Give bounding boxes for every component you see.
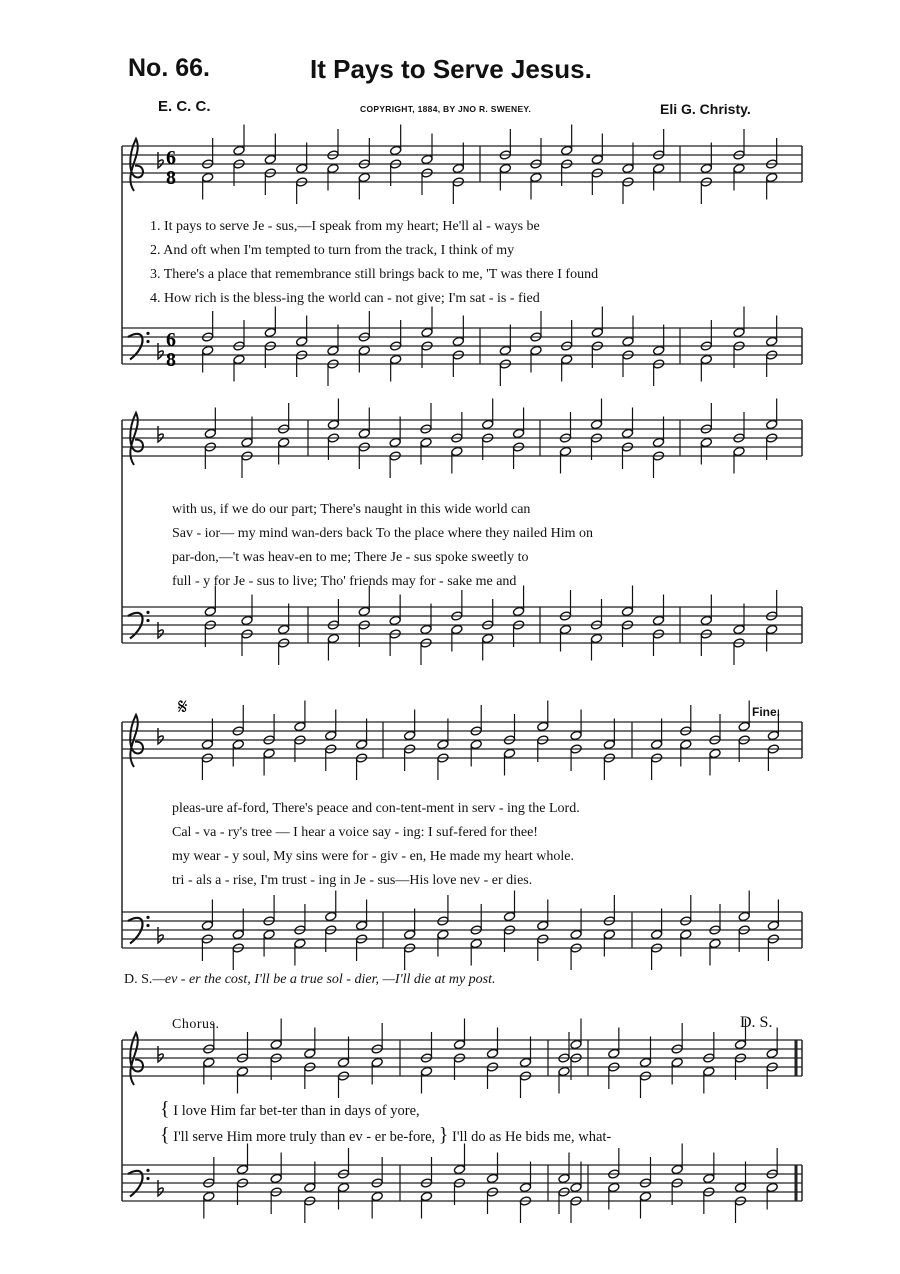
note-head — [766, 1048, 778, 1058]
note-head — [512, 606, 524, 616]
verse-line: 4. How rich is the bless-ing the world can - not give; I'm sat - is - fied — [150, 291, 540, 306]
note-head — [734, 1182, 746, 1192]
note-head — [337, 1057, 349, 1067]
note-head — [236, 1164, 248, 1174]
note-head — [452, 163, 464, 173]
note-head — [738, 911, 750, 921]
note-head — [241, 615, 253, 625]
note-head — [766, 336, 778, 346]
note-head — [389, 437, 401, 447]
lyricist-name: Eli G. Christy. — [660, 101, 751, 117]
verse-line: par-don,—'t was heav-en to me; There Je - sus spoke sweetly to — [172, 550, 529, 565]
note-head — [570, 730, 582, 740]
note-head — [203, 1191, 215, 1201]
note-head — [404, 929, 416, 939]
note-head — [652, 437, 664, 447]
note-head — [738, 721, 750, 731]
note-head — [453, 1039, 465, 1049]
note-head — [570, 929, 582, 939]
note-head — [327, 419, 339, 429]
note-head — [650, 739, 662, 749]
note-head — [591, 327, 603, 337]
bass-clef — [128, 613, 143, 639]
treble-clef — [130, 139, 143, 191]
note-head — [537, 721, 549, 731]
note-head — [700, 615, 712, 625]
note-head — [233, 354, 245, 364]
note-head — [653, 163, 665, 173]
note-head — [327, 345, 339, 355]
note-head — [530, 172, 542, 182]
time-signature: 8 — [166, 349, 176, 371]
note-head — [233, 145, 245, 155]
note-head — [639, 1191, 651, 1201]
bass-clef-dot — [146, 1177, 149, 1180]
bass-clef-dot — [146, 916, 149, 919]
verse-line: Cal - va - ry's tree — I hear a voice say - ing: I suf-fered for thee! — [172, 825, 538, 840]
note-head — [512, 428, 524, 438]
hymn-title: It Pays to Serve Jesus. — [310, 54, 592, 84]
note-head — [703, 1066, 715, 1076]
verse-line: pleas-ure af-ford, There's peace and con-tent-ment in serv - ing the Lord. — [172, 801, 580, 816]
note-head — [325, 730, 337, 740]
bass-clef — [128, 1171, 143, 1197]
note-head — [236, 1066, 248, 1076]
note-head — [590, 419, 602, 429]
note-head — [264, 327, 276, 337]
note-head — [570, 1182, 582, 1192]
note-head — [733, 446, 745, 456]
note-head — [766, 1182, 778, 1192]
bass-clef-dot — [146, 332, 149, 335]
note-head — [263, 748, 275, 758]
note-head — [766, 172, 778, 182]
note-head — [201, 739, 213, 749]
verse-line: 2. And oft when I'm tempted to turn from the track, I think of my — [150, 243, 515, 258]
note-head — [499, 163, 511, 173]
note-head — [650, 929, 662, 939]
note-head — [559, 446, 571, 456]
bass-clef-dot — [146, 619, 149, 622]
note-head — [294, 721, 306, 731]
note-head — [519, 1057, 531, 1067]
note-head — [703, 1173, 715, 1183]
note-head — [203, 1057, 215, 1067]
note-head — [304, 1182, 316, 1192]
note-head — [503, 911, 515, 921]
note-head — [358, 428, 370, 438]
note-head — [453, 1164, 465, 1174]
bass-clef-dot — [146, 924, 149, 927]
note-head — [470, 739, 482, 749]
verse-line: Sav - ior— my mind wan-ders back To the place where they nailed Him on — [172, 526, 593, 541]
treble-clef — [130, 413, 143, 465]
note-head — [591, 154, 603, 164]
chorus-label: Chorus. — [172, 1017, 220, 1032]
note-head — [452, 336, 464, 346]
note-head — [437, 929, 449, 939]
note-head — [486, 1173, 498, 1183]
bass-clef-dot — [146, 611, 149, 614]
note-head — [482, 419, 494, 429]
note-head — [733, 327, 745, 337]
treble-clef — [130, 1033, 143, 1085]
note-head — [559, 624, 571, 634]
note-head — [204, 606, 216, 616]
note-head — [327, 633, 339, 643]
note-head — [700, 437, 712, 447]
note-head — [653, 345, 665, 355]
treble-clef — [130, 715, 143, 767]
bass-clef-dot — [146, 340, 149, 343]
note-head — [733, 624, 745, 634]
note-head — [537, 920, 549, 930]
chorus-ds-marker: D. S. — [740, 1014, 773, 1031]
note-head — [421, 327, 433, 337]
note-head — [767, 920, 779, 930]
note-head — [421, 154, 433, 164]
system-3-lyrics — [172, 797, 822, 893]
note-head — [700, 354, 712, 364]
note-head — [404, 730, 416, 740]
note-head — [680, 929, 692, 939]
fine-marker: Fine. — [752, 705, 781, 719]
note-head — [621, 606, 633, 616]
verse-line: tri - als a - rise, I'm trust - ing in Je - sus—His love nev - er dies. — [172, 873, 533, 888]
note-head — [519, 1182, 531, 1192]
note-head — [420, 437, 432, 447]
time-signature: 6 — [166, 147, 176, 169]
note-head — [652, 615, 664, 625]
note-head — [486, 1048, 498, 1058]
bass-clef-dot — [146, 1169, 149, 1172]
note-head — [558, 1066, 570, 1076]
note-head — [482, 633, 494, 643]
note-head — [264, 154, 276, 164]
note-head — [671, 1164, 683, 1174]
note-head — [503, 748, 515, 758]
note-head — [767, 730, 779, 740]
note-head — [733, 163, 745, 173]
note-head — [355, 920, 367, 930]
note-head — [766, 624, 778, 634]
note-head — [325, 911, 337, 921]
note-head — [390, 354, 402, 364]
note-head — [437, 739, 449, 749]
copyright-notice: COPYRIGHT, 1884, BY JNO R. SWENEY. — [360, 104, 532, 114]
note-head — [358, 172, 370, 182]
bass-clef — [128, 918, 143, 944]
note-head — [355, 739, 367, 749]
note-head — [294, 938, 306, 948]
chorus-line-1: { I love Him far bet-ter than in days of yore, — [160, 1098, 420, 1120]
note-head — [622, 336, 634, 346]
note-head — [270, 1173, 282, 1183]
note-head — [420, 624, 432, 634]
note-head — [470, 938, 482, 948]
note-head — [621, 428, 633, 438]
note-head — [671, 1057, 683, 1067]
note-head — [766, 419, 778, 429]
verse-line: my wear - y soul, My sins were for - giv - en, He made my heart whole. — [172, 849, 575, 864]
note-head — [201, 920, 213, 930]
note-head — [561, 354, 573, 364]
ds-text: —ev - er the cost, I'll be a true sol - dier, —I'll die at my post. — [152, 972, 496, 987]
note-head — [241, 437, 253, 447]
note-head — [232, 739, 244, 749]
composer-initials: E. C. C. — [158, 98, 211, 115]
note-head — [278, 437, 290, 447]
note-head — [304, 1048, 316, 1058]
note-head — [451, 624, 463, 634]
note-head — [530, 345, 542, 355]
note-head — [603, 929, 615, 939]
verse-line: with us, if we do our part; There's naught in this wide world can — [172, 502, 531, 517]
note-head — [337, 1182, 349, 1192]
note-head — [570, 1039, 582, 1049]
note-head — [278, 624, 290, 634]
note-head — [204, 428, 216, 438]
chorus-line-2: { I'll serve Him more truly than ev - er be-fore, } I'll do as He bids me, what- — [160, 1124, 612, 1146]
note-head — [734, 1039, 746, 1049]
system-2-lyrics — [172, 498, 822, 594]
verse-line: full - y for Je - sus to live; Tho' friends may for - sake me and — [172, 574, 517, 589]
verse-line: 3. There's a place that remembrance still brings back to me, 'T was there I found — [150, 267, 599, 282]
note-head — [232, 929, 244, 939]
segno-sign: 𝄋 — [178, 695, 188, 720]
time-signature: 6 — [166, 329, 176, 351]
hymn-number: No. 66. — [128, 54, 210, 82]
note-head — [561, 145, 573, 155]
time-signature: 8 — [166, 167, 176, 189]
note-head — [420, 1191, 432, 1201]
note-head — [608, 1048, 620, 1058]
note-head — [263, 929, 275, 939]
note-head — [296, 336, 308, 346]
note-head — [327, 163, 339, 173]
note-head — [371, 1057, 383, 1067]
note-head — [590, 633, 602, 643]
bass-clef — [128, 334, 143, 360]
note-head — [709, 938, 721, 948]
note-head — [499, 345, 511, 355]
note-head — [603, 739, 615, 749]
note-head — [622, 163, 634, 173]
note-head — [709, 748, 721, 758]
note-head — [390, 145, 402, 155]
note-head — [420, 1066, 432, 1076]
ds-lyric-line — [124, 972, 496, 988]
note-head — [358, 606, 370, 616]
note-head — [451, 446, 463, 456]
note-head — [371, 1191, 383, 1201]
note-head — [558, 1173, 570, 1183]
note-head — [358, 345, 370, 355]
note-head — [202, 172, 214, 182]
note-head — [700, 163, 712, 173]
system-1-lyrics — [150, 215, 800, 311]
note-head — [389, 615, 401, 625]
note-head — [202, 345, 214, 355]
note-head — [296, 163, 308, 173]
note-head — [680, 739, 692, 749]
note-head — [270, 1039, 282, 1049]
note-head — [608, 1182, 620, 1192]
note-head — [639, 1057, 651, 1067]
verse-line: 1. It pays to serve Je - sus,—I speak from my heart; He'll al - ways be — [150, 219, 540, 234]
ds-label: D. S. — [124, 972, 153, 987]
